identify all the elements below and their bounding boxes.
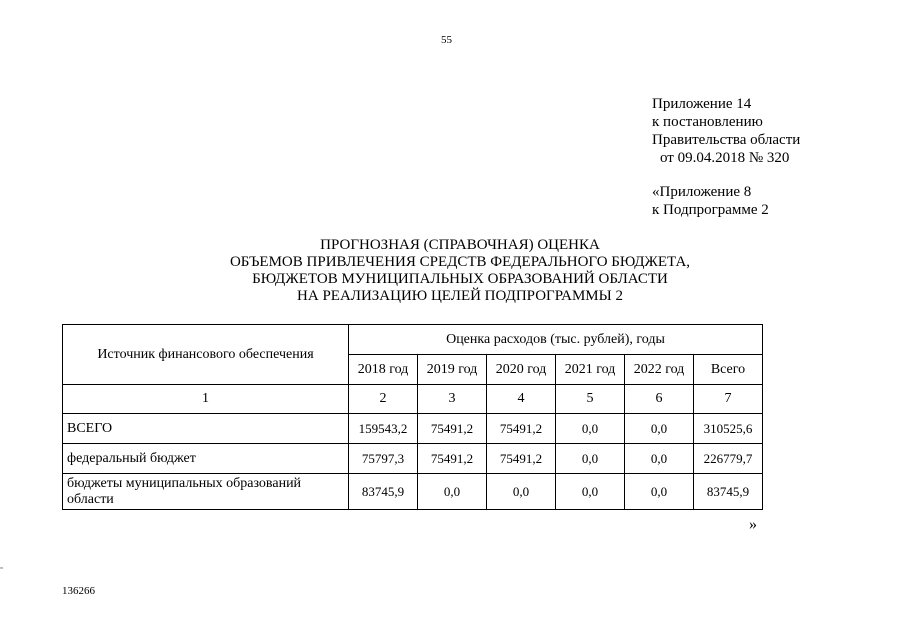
column-number: 6 (625, 385, 694, 414)
header-year: 2022 год (625, 355, 694, 385)
table-cell: 75491,2 (418, 414, 487, 444)
table-cell: 0,0 (625, 444, 694, 474)
appendix-2-line: «Приложение 8 (652, 184, 752, 200)
table-cell: 75491,2 (487, 414, 556, 444)
appendix-line: от 09.04.2018 № 320 (660, 150, 790, 166)
column-number: 1 (63, 385, 349, 414)
column-number: 5 (556, 385, 625, 414)
table-cell: 0,0 (556, 414, 625, 444)
table-cell: 226779,7 (694, 444, 763, 474)
appendix-line: Приложение 14 (652, 96, 752, 112)
table-cell: 0,0 (556, 444, 625, 474)
header-expense-estimate: Оценка расходов (тыс. рублей), годы (349, 325, 763, 355)
document-title (160, 237, 760, 305)
header-total: Всего (694, 355, 763, 385)
table-cell: 83745,9 (694, 474, 763, 510)
margin-mark: ≈ (0, 566, 4, 572)
header-source: Источник финансового обеспечения (63, 325, 349, 385)
table-cell: 75797,3 (349, 444, 418, 474)
title-line: ОБЪЕМОВ ПРИВЛЕЧЕНИЯ СРЕДСТВ ФЕДЕРАЛЬНОГО БЮДЖЕТА, (229, 254, 691, 270)
appendix-block (652, 95, 800, 167)
table-cell: 75491,2 (418, 444, 487, 474)
header-year: 2021 год (556, 355, 625, 385)
closing-quote: » (749, 516, 757, 533)
document-code: 136266 (62, 585, 95, 597)
column-number: 7 (694, 385, 763, 414)
row-label: бюджеты муниципальных образований области (63, 474, 349, 510)
table-row (63, 474, 763, 510)
table-cell: 0,0 (625, 474, 694, 510)
table-cell: 310525,6 (694, 414, 763, 444)
appendix-2-block (652, 183, 769, 219)
table-cell: 159543,2 (349, 414, 418, 444)
table-cell: 0,0 (625, 414, 694, 444)
header-year: 2019 год (418, 355, 487, 385)
appendix-line: к постановлению (652, 114, 763, 130)
column-number: 3 (418, 385, 487, 414)
table-cell: 83745,9 (349, 474, 418, 510)
row-label: ВСЕГО (63, 414, 349, 444)
table-cell: 0,0 (418, 474, 487, 510)
row-label: федеральный бюджет (63, 444, 349, 474)
header-year: 2020 год (487, 355, 556, 385)
table-cell: 0,0 (487, 474, 556, 510)
page-number: 55 (441, 34, 452, 46)
header-year: 2018 год (349, 355, 418, 385)
appendix-line: Правительства области (652, 132, 801, 148)
column-number: 2 (349, 385, 418, 414)
financing-table (62, 324, 763, 510)
appendix-2-line: к Подпрограмме 2 (652, 202, 769, 218)
title-line: ПРОГНОЗНАЯ (СПРАВОЧНАЯ) ОЦЕНКА (320, 237, 600, 253)
table-row (63, 444, 763, 474)
column-number: 4 (487, 385, 556, 414)
title-line: БЮДЖЕТОВ МУНИЦИПАЛЬНЫХ ОБРАЗОВАНИЙ ОБЛАСТИ (252, 271, 668, 287)
title-line: НА РЕАЛИЗАЦИЮ ЦЕЛЕЙ ПОДПРОГРАММЫ 2 (297, 288, 623, 304)
table-cell: 75491,2 (487, 444, 556, 474)
table-cell: 0,0 (556, 474, 625, 510)
table-row (63, 414, 763, 444)
